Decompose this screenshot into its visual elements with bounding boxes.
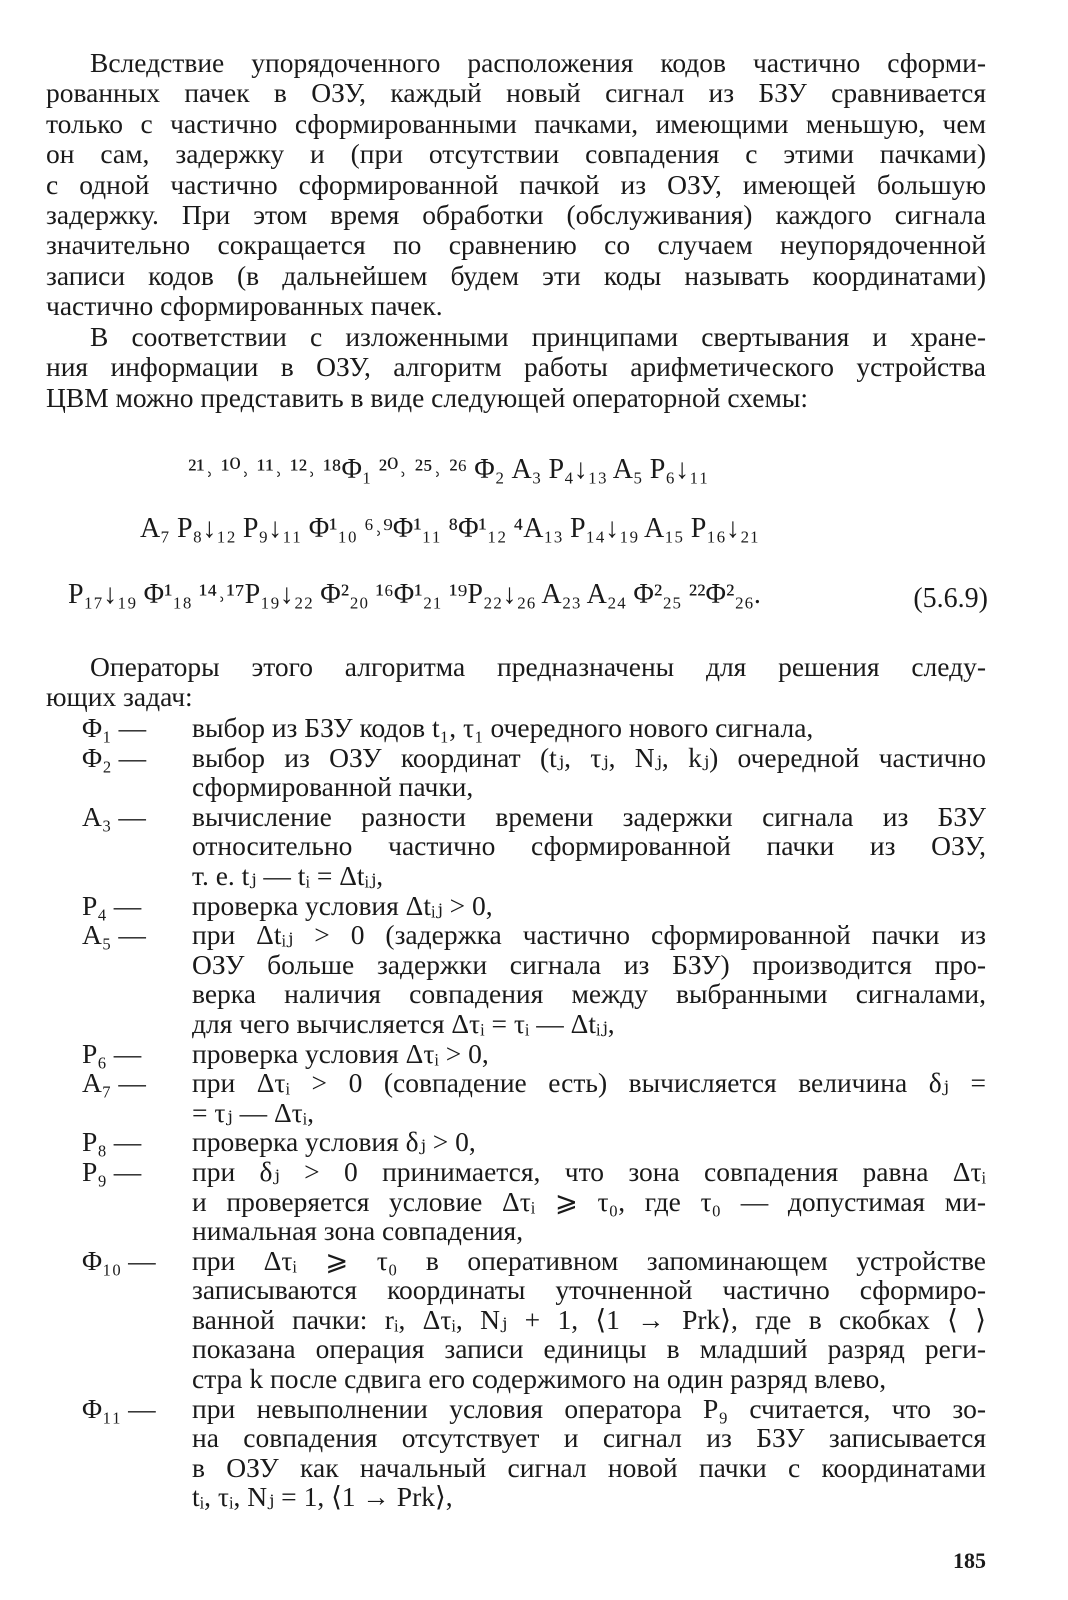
operator-symbol: P₆ —	[82, 1037, 142, 1069]
formula-line-1: ²¹˒ ¹⁰˒ ¹¹˒ ¹²˒ ¹⁸Φ₁ ²⁰˒ ²⁵˒ ²⁶ Φ₂ A₃ P₄↓₁₃ A₅ P₆↓₁₁	[188, 454, 709, 485]
operator-symbol: A₅ —	[82, 919, 146, 951]
definition-line: проверка условия Δτᵢ > 0,	[192, 1037, 489, 1069]
operator-definition	[82, 1039, 986, 1069]
text-line: записи кодов (в дальнейшем будем эти коды называть координатами)	[46, 259, 986, 291]
definition-line: = τⱼ — Δτᵢ,	[192, 1096, 315, 1128]
operator-definition	[82, 891, 986, 921]
definition-line: верка наличия совпадения между выбранными сигналами,	[192, 978, 986, 1010]
operator-definition	[82, 1246, 986, 1394]
operator-symbol: Φ₂ —	[82, 741, 147, 773]
operator-definition	[82, 1157, 986, 1246]
text-line: значительно сокращается по сравнению со случаем неупорядоченной	[46, 229, 986, 261]
text-line: В соответствии с изложенными принципами свертывания и хране-	[90, 321, 986, 352]
operator-definition	[82, 1394, 986, 1512]
text-line: ния информации в ОЗУ, алгоритм работы арифметического устройства	[46, 351, 986, 383]
operator-symbol: A₇ —	[82, 1067, 146, 1099]
definition-line: выбор из БЗУ кодов t₁, τ₁ очередного нового сигнала,	[192, 712, 814, 743]
definition-line: при невыполнении условия оператора P₉ считается, что зо-	[192, 1392, 986, 1424]
definition-line: при δⱼ > 0 принимается, что зона совпадения равна Δτᵢ	[192, 1155, 986, 1187]
operator-symbol: Φ₁₁ —	[82, 1392, 156, 1424]
definition-line: проверка условия Δtᵢⱼ > 0,	[192, 889, 493, 921]
definition-line: tᵢ, τᵢ, Nⱼ = 1, ⟨1 → Prk⟩,	[192, 1481, 453, 1513]
definition-line: выбор из ОЗУ координат (tⱼ, τⱼ, Nⱼ, kⱼ) очередной частично	[192, 741, 986, 773]
operator-symbol: Φ₁ —	[82, 712, 147, 743]
definition-line: и проверяется условие Δτᵢ ⩾ τ₀, где τ₀ — допустимая ми-	[192, 1185, 986, 1217]
page-number: 185	[953, 1548, 986, 1573]
definition-line: вычисление разности времени задержки сигнала из БЗУ	[192, 800, 986, 832]
operator-definition	[82, 920, 986, 1038]
definition-line: нимальная зона совпадения,	[192, 1215, 524, 1247]
text-line: ющих задач:	[46, 681, 193, 713]
operator-symbol: Φ₁₀ —	[82, 1244, 156, 1276]
operator-definition	[82, 1127, 986, 1157]
text-line: он сам, задержку и (при отсутствии совпадения с этими пачками)	[46, 138, 986, 170]
definition-line: в ОЗУ как начальный сигнал новой пачки с координатами	[192, 1451, 986, 1483]
paragraph-ordered-codes	[46, 48, 986, 322]
paragraph-operator-scheme-intro	[46, 322, 986, 413]
definition-line: относительно частично сформированной пачки из ОЗУ,	[192, 830, 986, 862]
definition-line: проверка условия δⱼ > 0,	[192, 1126, 476, 1158]
formula-line-2: A₇ P₈↓₁₂ P₉↓₁₁ Φ¹₁₀ ⁶˒⁹Φ¹₁₁ ⁸Φ¹₁₂ ⁴A₁₃ P₁₄↓₁₉ A₁₅ P₁₆↓₂₁	[140, 513, 760, 544]
equation-number: (5.6.9)	[913, 583, 988, 614]
operator-symbol: P₄ —	[82, 889, 142, 921]
formula-line-3: P₁₇↓₁₉ Φ¹₁₈ ¹⁴˒¹⁷P₁₉↓₂₂ Φ²₂₀ ¹⁶Φ¹₂₁ ¹⁹P₂₂↓₂₆ A₂₃ A₂₄ Φ²₂₅ ²²Φ²₂₆.	[68, 579, 761, 610]
definition-line: при Δtᵢⱼ > 0 (задержка частично сформированной пачки из	[192, 919, 986, 951]
text-line: Вследствие упорядоченного расположения кодов частично сформи-	[90, 47, 986, 78]
definition-line: показана операция записи единицы в младший разряд реги-	[192, 1333, 986, 1365]
text-line: Операторы этого алгоритма предназначены для решения следу-	[90, 651, 986, 682]
operator-definition	[82, 802, 986, 891]
operator-definition	[82, 743, 986, 802]
text-line: частично сформированных пачек.	[46, 290, 443, 322]
operator-symbol: A₃ —	[82, 800, 146, 832]
definition-line: при Δτᵢ ⩾ τ₀ в оперативном запоминающем устройстве	[192, 1244, 986, 1276]
definition-line: т. е. tⱼ — tᵢ = Δtᵢⱼ,	[192, 859, 384, 891]
operator-symbol: P₈ —	[82, 1126, 142, 1158]
text-line: рованных пачек в ОЗУ, каждый новый сигнал из БЗУ сравнивается	[46, 77, 986, 109]
definition-line: при Δτᵢ > 0 (совпадение есть) вычисляется величина δⱼ =	[192, 1067, 986, 1099]
text-line: с одной частично сформированной пачкой из ОЗУ, имеющей большую	[46, 168, 986, 200]
definition-line: ОЗУ больше задержки сигнала из БЗУ) производится про-	[192, 948, 986, 980]
operator-definitions-list	[82, 713, 986, 1512]
text-line: задержку. При этом время обработки (обслуживания) каждого сигнала	[46, 199, 986, 231]
definition-line: для чего вычисляется Δτᵢ = τᵢ — Δtᵢⱼ,	[192, 1007, 615, 1039]
definition-line: стра k после сдвига его содержимого на один разряд влево,	[192, 1363, 887, 1395]
text-line: ЦВМ можно представить в виде следующей операторной схемы:	[46, 381, 808, 413]
definition-line: на совпадения отсутствует и сигнал из БЗУ записывается	[192, 1422, 986, 1454]
definition-line: записываются координаты уточненной частично сформиро-	[192, 1274, 986, 1306]
definition-line: сформированной пачки,	[192, 771, 474, 803]
operator-definition	[82, 1068, 986, 1127]
operator-definition	[82, 713, 986, 743]
text-line: только с частично сформированными пачками, имеющими меньшую, чем	[46, 107, 986, 139]
paragraph-operators-purpose	[46, 652, 986, 713]
definition-line: ванной пачки: rᵢ, Δτᵢ, Nⱼ + 1, ⟨1 → Prk⟩, где в скобках ⟨ ⟩	[192, 1303, 986, 1335]
operator-symbol: P₉ —	[82, 1155, 142, 1187]
